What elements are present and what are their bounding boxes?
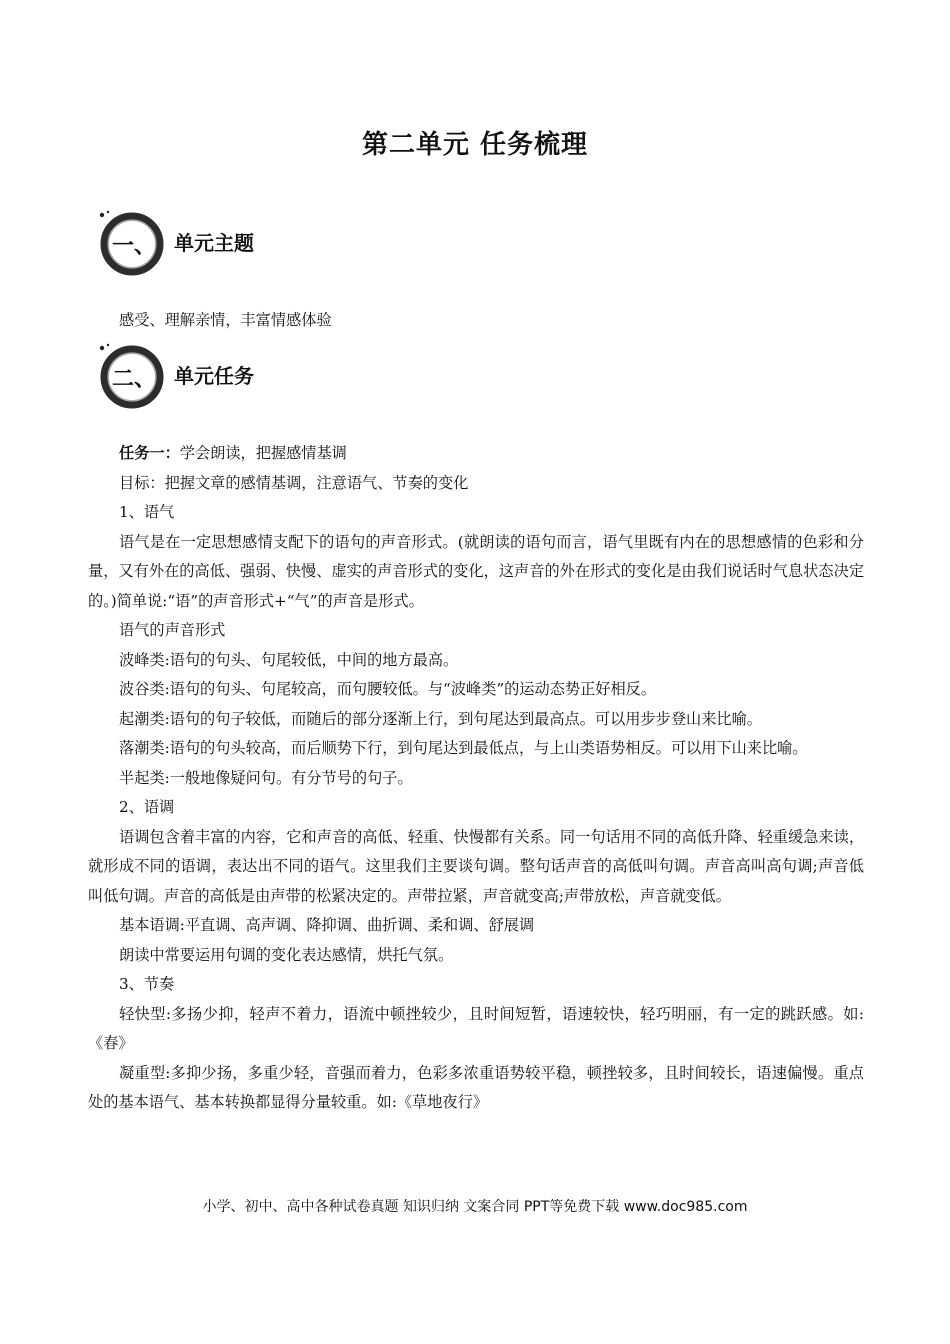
paragraph: 目标：把握文章的感情基调，注意语气、节奏的变化: [119, 473, 469, 492]
paragraph: 轻快型:多扬少抑，轻声不着力，语流中顿挫较少，且时间短暂，语速较快，轻巧明丽，有一定的跳跃感。如:《春》: [88, 1004, 864, 1052]
paragraph: 1、语气: [119, 503, 175, 521]
paragraph: 2、语调: [119, 798, 175, 816]
section-number: 二、: [112, 367, 157, 392]
section-label: 单元主题: [174, 231, 254, 255]
paragraph: 朗读中常要运用句调的变化表达感情，烘托气氛。: [119, 945, 454, 964]
paragraph: 起潮类:语句的句子较低，而随后的部分逐渐上行，到句尾达到最高点。可以用步步登山来比喻。: [119, 709, 762, 728]
footer-text: 小学、初中、高中各种试卷真题 知识归纳 文案合同 PPT等免费下载 www.doc985.com: [202, 1199, 748, 1215]
body-text: [88, 439, 864, 1118]
paragraph: 落潮类:语句的句头较高，而后顺势下行，到句尾达到最低点，与上山类语势相反。可以用下山来比喻。: [119, 739, 808, 757]
paragraph: 语气是在一定思想感情支配下的语句的声音形式。(就朗读的语句而言，语气里既有内在的思想感情的色彩和分量，又有外在的高低、强弱、快慢、虚实的声音形式的变化，这声音的外在形式的变化是由我们说话时气息状态决定的。)简单说:“语”的声音形式+“气”的声音是形式。: [88, 532, 864, 610]
paragraph: 语调包含着丰富的内容，它和声音的高低、轻重、快慢都有关系。同一句话用不同的高低升降、轻重缓急来读，就形成不同的语调，表达出不同的语气。这里我们主要谈句调。整句话声音的高低叫句调。声音高叫高句调;声音低叫低句调。声音的高低是由声带的松紧决定的。声带拉紧，声音就变高;声带放松，声音就变低。: [88, 827, 864, 905]
paragraph: 3、节奏: [119, 975, 175, 993]
task-lead: 任务一：: [119, 444, 180, 462]
paragraph: 语气的声音形式: [119, 621, 226, 639]
section-label: 单元任务: [174, 364, 254, 388]
section-number: 一、: [112, 234, 157, 259]
section-heading-tasks: [92, 336, 492, 416]
paragraph: 基本语调:平直调、高声调、降抑调、曲折调、柔和调、舒展调: [119, 916, 535, 934]
task-text: 学会朗读，把握感情基调: [179, 444, 347, 462]
page-title: 第二单元 任务梳理: [361, 130, 589, 160]
section-heading-theme: [92, 203, 492, 283]
paragraph: 凝重型:多抑少扬，多重少轻，音强而着力，色彩多浓重语势较平稳，顿挫较多，且时间较长，语速偏慢。重点处的基本语气、基本转换都显得分量较重。如:《草地夜行》: [88, 1063, 864, 1111]
paragraph: 波峰类:语句的句头、句尾较低，中间的地方最高。: [119, 650, 459, 669]
paragraph: 波谷类:语句的句头、句尾较高，而句腰较低。与“波峰类”的运动态势正好相反。: [119, 680, 657, 698]
paragraph: 半起类:一般地像疑问句。有分节号的句子。: [119, 768, 413, 787]
theme-text: 感受、理解亲情，丰富情感体验: [119, 311, 332, 329]
task-heading: [88, 439, 864, 469]
